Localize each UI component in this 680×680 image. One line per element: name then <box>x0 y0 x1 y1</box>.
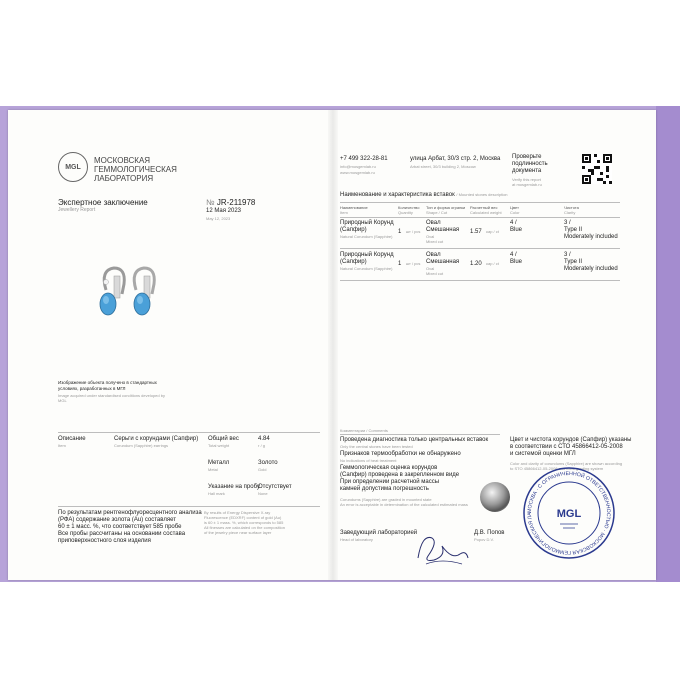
table-title <box>340 192 508 199</box>
stone-clarity-line: Type II <box>564 227 583 233</box>
stone-weight-unit: кар / ct <box>486 261 499 266</box>
gold-analysis-en-line: is 60 ± 1 mass. %, which corresponds to 585 <box>204 520 284 525</box>
stone-shape-en: Oval <box>426 234 435 239</box>
weight-label: Общий вес <box>208 436 239 442</box>
column-header-en: Item <box>340 210 348 215</box>
address-en: Arbat street, 30/3 building 2, Moscow <box>410 164 476 169</box>
column-header <box>510 205 520 215</box>
hallmark-label-en: Hall mark <box>208 491 225 496</box>
head-name: Д.В. Попов <box>474 530 505 536</box>
table-row <box>340 252 394 271</box>
stone-clarity-line: 3 / <box>564 252 571 258</box>
report-date: 12 Мая 2023 <box>206 208 242 214</box>
seal-center-text: MGL <box>556 508 582 520</box>
stone-clarity-line: 3 / <box>564 220 571 226</box>
stone-qty <box>398 220 420 238</box>
stone-color <box>510 220 522 234</box>
folder-edge <box>656 106 680 582</box>
stone-weight <box>470 252 499 270</box>
gold-analysis-ru-line: приповерхностного слоя изделия <box>58 538 151 544</box>
column-header-en: Calculated weight <box>470 210 502 215</box>
seal-ring-text: МОСКВА · С ОГРАНИЧЕННОЙ ОТВЕТСТВЕННОСТЬЮ · МОСКОВСКАЯ ГЕММОЛОГИЧЕСКАЯ ЛА <box>526 470 612 556</box>
comment-ru: При определении расчетной массы камней допустима погрешность <box>340 479 440 492</box>
stone-shape <box>426 220 459 244</box>
column-header <box>426 205 465 215</box>
stone-qty <box>398 252 420 270</box>
gold-analysis-ru-line: (РФА) содержание золота (Au) составляет <box>58 517 176 523</box>
grading-note-en: to STO 45866412-05-2008 and MGL grading system <box>510 466 604 471</box>
table-title-en: / Mounted stones description <box>456 192 508 197</box>
column-header <box>470 205 502 215</box>
mgl-logo-icon <box>58 152 88 182</box>
stone-shape-en: Mixed cut <box>426 271 444 276</box>
report-date-en: May 12, 2023 <box>206 216 231 221</box>
report-number <box>206 198 255 207</box>
stone-weight-value: 1.20 <box>470 261 482 267</box>
grading-note-ru: в соответствии с СТО 45866412-05-2008 <box>510 444 623 450</box>
gold-analysis-en-line: All finesses are calculated on the composition <box>204 525 285 530</box>
comment-en: Corundums (Sapphire) are graded in mounted state <box>340 497 432 502</box>
stone-clarity-line: Moderately included <box>564 234 618 240</box>
verify-url: at mosgemlab.ru <box>512 182 542 187</box>
qr-code-icon[interactable] <box>582 154 612 184</box>
weight-value: 4.84 <box>258 436 270 442</box>
comment-ru: Признаков термообработки не обнаружено <box>340 451 461 457</box>
report-number-label: № <box>206 198 215 207</box>
column-header-ru: Тип и форма огранки <box>426 205 466 210</box>
table-row <box>340 220 394 239</box>
gold-analysis-en-line: Fluorescence (EDXRF) content of gold (Au) <box>204 515 282 520</box>
stone-color-line: Blue <box>510 227 523 233</box>
phone: +7 499 322-28-81 <box>340 156 388 162</box>
stone-shape <box>426 252 459 276</box>
lab-name-line-3: ЛАБОРАТОРИЯ <box>94 174 154 183</box>
comment-en: Only the central stones have been tested <box>340 444 413 449</box>
column-header-en: Color <box>510 210 520 215</box>
address: улица Арбат, 30/3 стр. 2, Москва <box>410 156 501 162</box>
stone-name: (Сапфир) <box>340 259 367 265</box>
official-seal-icon <box>522 466 616 560</box>
stone-qty-value: 1 <box>398 229 402 235</box>
grading-note-ru: Цвет и чистота корундов (Сапфир) указаны <box>510 437 632 443</box>
stone-name: Природный Корунд <box>340 220 394 226</box>
stone-color-line: Blue <box>510 259 523 265</box>
column-header-en: Clarity <box>564 210 576 215</box>
head-label-en: Head of laboratory <box>340 537 373 542</box>
stone-color <box>510 252 522 266</box>
metal-value-en: Gold <box>258 467 267 472</box>
table-row-rule <box>340 248 620 249</box>
website: www.mosgemlab.ru <box>340 170 375 175</box>
report-title: Экспертное заключение <box>58 198 148 207</box>
stone-clarity <box>564 252 618 273</box>
lab-name <box>94 156 177 183</box>
stone-color-line: 4 / <box>510 220 517 226</box>
comments-list <box>340 437 500 507</box>
report-number-value: JR-211978 <box>216 198 256 207</box>
table-top-rule <box>340 202 620 203</box>
report-subtitle: Jewellery Report <box>58 207 96 213</box>
signature-icon <box>412 528 472 568</box>
divider-left <box>58 432 320 433</box>
gold-analysis-ru-line: 60 ± 1 масс. %, что соответствует 585 пробе <box>58 524 182 530</box>
column-header <box>398 205 419 215</box>
verify-en: Verify this report <box>512 177 541 182</box>
stone-shape-line: Смешанная <box>426 259 460 265</box>
lab-name-line-1: МОСКОВСКАЯ <box>94 156 151 165</box>
stone-name-en: Natural Corundum (Sapphire) <box>340 266 393 271</box>
head-name-en: Popov D.V. <box>474 537 494 542</box>
column-header-ru: Чистота <box>564 205 579 210</box>
description-value-en: Corundum (Sapphire) earrings <box>114 443 169 448</box>
photo-note <box>58 380 168 403</box>
column-header-ru: Количество <box>398 205 420 210</box>
weight-label-en: Total weight <box>208 443 230 448</box>
divider-left-2 <box>58 506 320 507</box>
email: info@mosgemlab.ru <box>340 164 376 169</box>
comments-label: Комментарии / Comments <box>340 428 388 433</box>
stone-qty-unit: шт / pcs <box>405 229 421 234</box>
stone-clarity <box>564 220 618 241</box>
certificate-document <box>8 110 656 580</box>
comment-ru: Проведена диагностика только центральных вставок <box>340 437 489 443</box>
photo-note-ru: Изображение объекта получено в стандартных условиях, разработанных в МГЛ <box>58 380 157 391</box>
grading-note-ru: и системой оценки МГЛ <box>510 451 576 457</box>
column-header-ru: Наименование <box>340 205 368 210</box>
logo-emblem-text: MGL <box>65 163 81 171</box>
stone-weight <box>470 220 499 238</box>
column-header <box>564 205 579 215</box>
column-header-en: Shape / Cut <box>426 210 448 215</box>
hallmark-value-en: None <box>258 491 268 496</box>
stone-name: Природный Корунд <box>340 252 394 258</box>
gold-analysis-en-line: of the jewelry piece near surface layer <box>204 530 272 535</box>
description-value: Серьги с корундами (Сапфир) <box>114 436 199 442</box>
gold-analysis-ru-line: По результатам рентгенофлуоресцентного анализа <box>58 510 202 516</box>
comment-ru: Геммологическая оценка корундов (Сапфир) проведена в закрепленном виде <box>340 465 460 478</box>
stone-shape-line: Овал <box>426 252 441 258</box>
stone-color-line: 4 / <box>510 252 517 258</box>
photo-note-en: Image acquired under standardised conditions developed by MGL <box>58 393 165 403</box>
column-header-ru: Цвет <box>510 205 519 210</box>
comments-rule <box>340 434 500 435</box>
stone-shape-en: Oval <box>426 266 435 271</box>
earrings-photo <box>84 260 164 330</box>
stone-weight-unit: кар / ct <box>486 229 499 234</box>
stone-name: (Сапфир) <box>340 227 367 233</box>
hallmark-label: Указание на пробу <box>208 484 260 490</box>
description-label: Описание <box>58 436 86 442</box>
column-header-ru: Расчетный вес <box>470 205 498 210</box>
column-header-en: Quantity <box>398 210 413 215</box>
table-title-ru: Наименование и характеристика вставок <box>340 192 455 198</box>
gold-analysis-ru <box>58 510 202 545</box>
stone-weight-value: 1.57 <box>470 229 482 235</box>
column-header <box>340 205 368 215</box>
stone-shape-en: Mixed cut <box>426 239 444 244</box>
verify-block <box>512 154 576 187</box>
weight-unit: г / g <box>258 443 266 448</box>
page-fold <box>328 110 338 580</box>
stone-name-en: Natural Corundum (Sapphire) <box>340 234 393 239</box>
lab-name-line-2: ГЕММОЛОГИЧЕСКАЯ <box>94 165 177 174</box>
stone-shape-line: Овал <box>426 220 441 226</box>
metal-label: Металл <box>208 460 230 466</box>
grading-note-en: Color and clarity of corundums (Sapphire) are shown according <box>510 461 623 466</box>
table-bottom-rule <box>340 280 620 281</box>
hallmark-value: Отсутствует <box>258 484 292 490</box>
hologram-sticker-icon <box>480 482 510 512</box>
stone-clarity-line: Moderately included <box>564 266 618 272</box>
gold-analysis-ru-line: Все пробы рассчитаны на основании состава <box>58 531 186 537</box>
stone-clarity-line: Type II <box>564 259 583 265</box>
description-label-en: Item <box>58 443 66 448</box>
comment-en: No indications of heat treatment <box>340 458 397 463</box>
gold-analysis-en <box>204 510 285 535</box>
stone-qty-unit: шт / pcs <box>405 261 421 266</box>
metal-value: Золото <box>258 460 278 466</box>
verify-title: Проверьте подлинность документа <box>512 154 548 174</box>
gold-analysis-en-line: By results of Energy Dispersive X-ray <box>204 510 271 515</box>
comment-en: An error is acceptable in determination of the calculated estimated mass <box>340 502 468 507</box>
table-header-rule <box>340 217 620 218</box>
head-label: Заведующий лабораторией <box>340 530 418 536</box>
stone-qty-value: 1 <box>398 261 402 267</box>
metal-label-en: Metal <box>208 467 218 472</box>
stone-shape-line: Смешанная <box>426 227 460 233</box>
